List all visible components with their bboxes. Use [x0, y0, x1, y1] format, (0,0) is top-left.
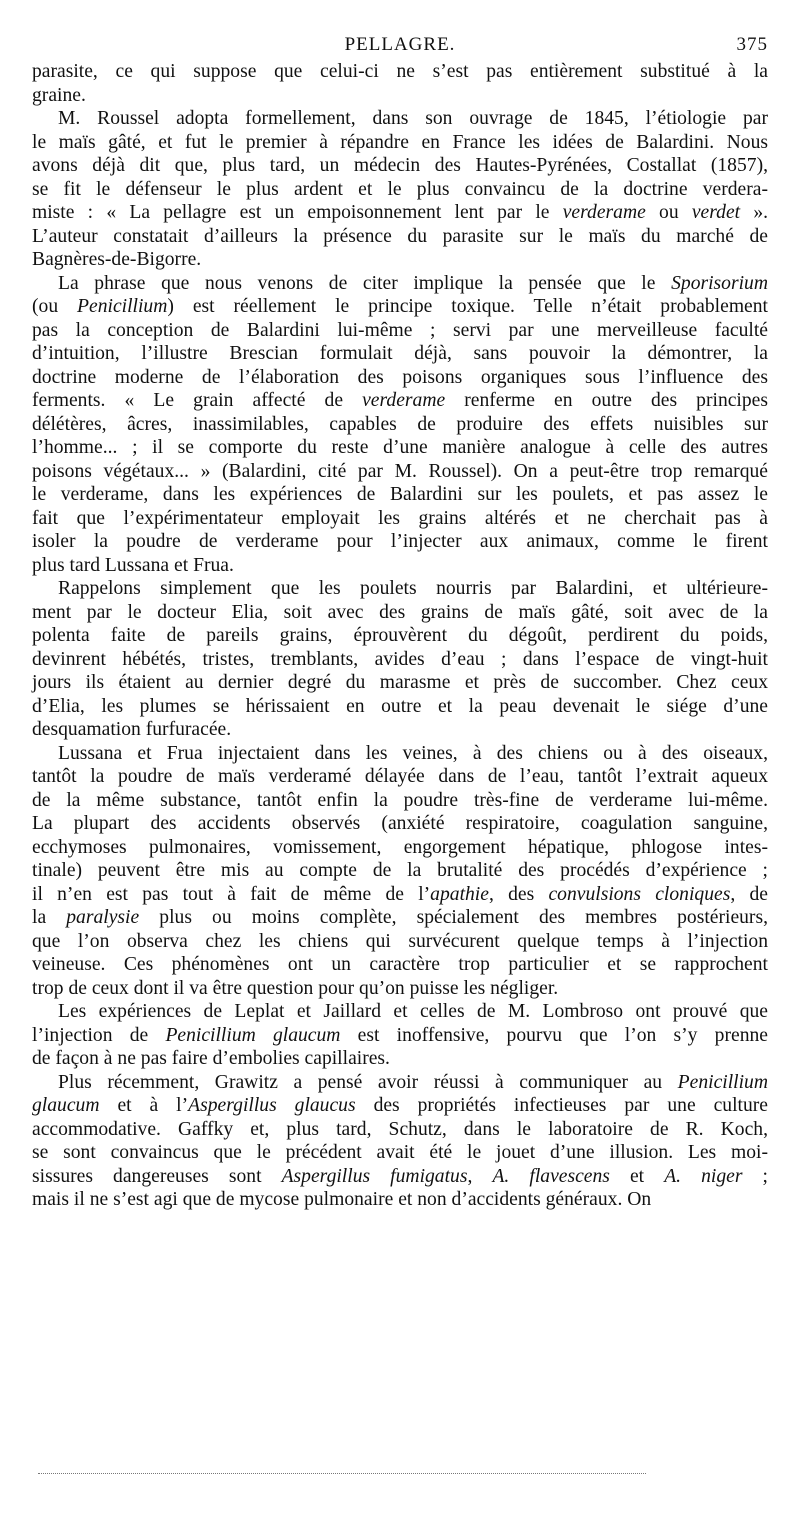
text-line: desquamation furfuracée. [32, 719, 232, 740]
text-line: glaucum et à l’Aspergillus glaucus des propriétés infectieuses par une culture [32, 1095, 768, 1116]
text-line: polenta faite de pareils grains, éprouvèrent du dégoût, perdirent du poids, [32, 625, 768, 646]
text-line: jours ils étaient au dernier degré du marasme et près de succomber. Chez ceux [32, 672, 768, 693]
text-line: tantôt la poudre de maïs verderamé délayée dans de l’eau, tantôt l’extrait aqueux [32, 766, 768, 787]
text-line: se sont convaincus que le précédent avait été le jouet d’une illusion. Les moi- [32, 1142, 768, 1163]
text-line: miste : « La pellagre est un empoisonnement lent par le verderame ou verdet ». [32, 202, 769, 223]
text-line: il n’en est pas tout à fait de même de l’apathie, des convulsions cloniques, de [32, 883, 768, 905]
text-line: Lussana et Frua injectaient dans les veines, à des chiens ou à des oiseaux, [58, 742, 768, 764]
text-line: devinrent hébétés, tristes, tremblants, avides d’eau ; dans l’espace de vingt-huit [32, 648, 768, 670]
text-line: Rappelons simplement que les poulets nourris par Balardini, et ultérieure- [58, 578, 768, 599]
text-line: Les expériences de Leplat et Jaillard et celles de M. Lombroso ont prouvé que [58, 1001, 768, 1022]
paragraph [32, 1071, 768, 1212]
book-page [32, 30, 768, 1212]
page-number: 375 [736, 34, 768, 55]
text-line: le verderame, dans les expériences de Balardini sur les poulets, et pas assez le [32, 484, 768, 505]
text-line: La plupart des accidents observés (anxiété respiratoire, coagulation sanguine, [32, 813, 768, 834]
text-line: que l’on observa chez les chiens qui survécurent quelque temps à l’injection [32, 930, 768, 952]
text-line: Bagnères-de-Bigorre. [32, 249, 202, 270]
text-line: d’intuition, l’illustre Brescian formulait déjà, sans pouvoir la démontrer, la [32, 343, 768, 364]
text-line: ment par le docteur Elia, soit avec des grains de maïs gâté, soit avec de la [32, 601, 768, 623]
text-line: isoler la poudre de verderame pour l’injecter aux animaux, comme le firent [32, 531, 768, 552]
text-line: graine. [32, 84, 86, 106]
text-line: se fit le défenseur le plus ardent et le plus convaincu de la doctrine verdera- [32, 178, 768, 200]
text-line: tinale) peuvent être mis au compte de la brutalité des procédés d’expérience ; [32, 860, 768, 881]
text-line: le maïs gâté, et fut le premier à répandre en France les idées de Balardini. Nous [32, 131, 768, 153]
paragraph [32, 272, 768, 578]
text-line: L’auteur constatait d’ailleurs la présence du parasite sur le maïs du marché de [32, 225, 768, 247]
text-line: de façon à ne pas faire d’embolies capillaires. [32, 1048, 390, 1069]
text-line: d’Elia, les plumes se hérissaient en outre et la peau devenait le siége d’une [32, 695, 768, 717]
text-line: veineuse. Ces phénomènes ont un caractère trop particulier et se rapprochent [32, 954, 768, 975]
text-line: délétères, âcres, inassimilables, capables de produire des effets nuisibles sur [32, 413, 768, 435]
text-line: (ou Penicillium) est réellement le principe toxique. Telle n’était probablement [32, 296, 768, 317]
text-line: M. Roussel adopta formellement, dans son ouvrage de 1845, l’étiologie par [58, 108, 768, 129]
text-line: l’homme... ; il se comporte du reste d’une manière analogue à celle des autres [32, 437, 768, 458]
running-header [32, 30, 768, 60]
text-line: fait que l’expérimentateur employait les grains altérés et ne cherchait pas à [32, 507, 768, 529]
paragraph [32, 60, 768, 107]
text-line: ecchymoses pulmonaires, vomissement, engorgement hépatique, phlogose intes- [32, 836, 768, 858]
text-line: sissures dangereuses sont Aspergillus fumigatus, A. flavescens et A. niger ; [32, 1165, 768, 1187]
text-line: La phrase que nous venons de citer implique la pensée que le Sporisorium [58, 272, 768, 294]
text-line: Plus récemment, Grawitz a pensé avoir réussi à communiquer au Penicillium [58, 1071, 768, 1093]
text-line: de la même substance, tantôt enfin la poudre très-fine de verderame lui-même. [32, 789, 768, 811]
text-line: la paralysie plus ou moins complète, spécialement des membres postérieurs, [32, 907, 768, 928]
paragraph [32, 107, 768, 272]
text-line: l’injection de Penicillium glaucum est inoffensive, pourvu que l’on s’y prenne [32, 1024, 768, 1046]
text-line: parasite, ce qui suppose que celui-ci ne s’est pas entièrement substitué à la [32, 61, 768, 82]
text-line: accommodative. Gaffky et, plus tard, Schutz, dans le laboratoire de R. Koch, [32, 1118, 768, 1140]
text-line: ferments. « Le grain affecté de verderame renferme en outre des principes [32, 390, 768, 411]
text-line: trop de ceux dont il va être question pour qu’on puisse les négliger. [32, 977, 559, 999]
text-line: plus tard Lussana et Frua. [32, 554, 234, 576]
paragraph [32, 577, 768, 742]
text-line: poisons végétaux... » (Balardini, cité par M. Roussel). On a peut-être trop remarqué [32, 460, 768, 482]
text-line: avons déjà dit que, plus tard, un médecin des Hautes-Pyrénées, Costallat (1857), [32, 155, 768, 176]
running-title: PELLAGRE. [344, 34, 456, 55]
text-line: doctrine moderne de l’élaboration des poisons organiques sous l’influence des [32, 366, 768, 388]
text-line: mais il ne s’est agi que de mycose pulmonaire et non d’accidents généraux. On [32, 1189, 652, 1210]
paragraph [32, 742, 768, 1001]
body-text [32, 60, 768, 1212]
paragraph [32, 1000, 768, 1071]
text-line: pas la conception de Balardini lui-même ; servi par une merveilleuse faculté [32, 319, 768, 341]
footer-dotted-rule [38, 1473, 646, 1474]
